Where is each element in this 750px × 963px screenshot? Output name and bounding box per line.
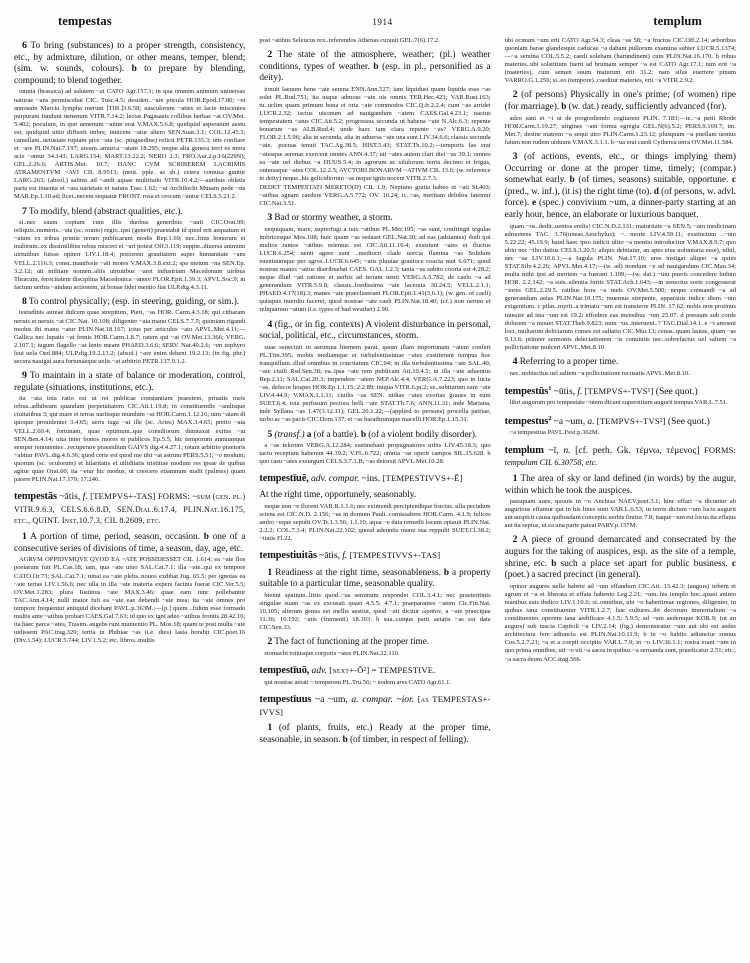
headword-gender: f. bbox=[342, 550, 348, 562]
citation-block: neque non ~e florent VAR.R.1.1.6; nec eximendi percipiendique fructus..ulla pecudum sciens est CIC.N.D. 2.156; ~as in domum Pauli..comissabere HOR.Carm. 4.1.9; felices ambo ~eque sepulti OV.Tr.1.3.56; 1.1.10; aqua ~e data remedii locum optauit PLIN.Nat. 2.2.2; COL.7.3.4; PLIN.Nat.22.102; quosd adeuntis manu sua reppulit SUET.Cl.38.2; ~itatis Fl.22. bbox=[259, 502, 491, 542]
subsense-text-b: such a place set apart for public business. bbox=[560, 558, 728, 569]
headword-grammar: adv. bbox=[311, 665, 328, 677]
subsense-letter: b bbox=[342, 734, 348, 745]
citation-block: ita ~ata tota ratio est ut rei publicae constantiam praestem, priuatis meis rebus..adhibeam quandam perpetuitatem CIC.Att.1.19.8; in constituendis ~andisque ciuitatibus 3; qui mare et terras uariisque mundum ~at HOR.Carm.1.12.16; uim ~atam di quoque prouidenter 3.4.65; ueris iuga ~at ille (sc. Aries) MAX.3.4.65; pretio ~ata VELL.2.60.4; fortunam, quae optimum..que consiliorum dumtaxat exitus ~at SEN.Ben.4.14; uita inter bonos mores et publicos Ep.5.5; hic temporum annuumque semper renuuentes ..recuperare praesidium GAIVS dig.4.4.27.1; totam arbitrio praetoris ~abitur PAVL.dig.4.6.36; quod certe est quod me tibi ~at astrum PERS.5.51; ~o modum; quorum (sc. oculorum) et hilaritatis et uiliditatis tristitiae modum res ipsae de quibus agitur quae Orat.60; ita ~etur hic modus, ut crescere etiamnum malit (palmes) quam parere PLIN.Nat.17.179; 17.246. bbox=[14, 395, 246, 483]
citation-block: ubi ocinum ~um erit CATO Agr.54.3; cleas ~as 58; ~a fructus CIC.Off.2.14; arboribus quoniam barae glandesque caducae ~a dabant pullorum examina subter LUCR.5.1374;—~a semina COL.5.5.2; caedi solebant (harundinem) cum PLIN.Nat.16.170. b robus materies..ubi solstitium fuerit ad brumam semper ~a est CATO Agr.17.1; tum erit ~a (materies), cum semen suum maturum erit 31.2; nam silus euertere pinum VARRO.G.1.256; si..eo (tempore)..caeditur materies, erit ~a VITR.2.9.2. bbox=[504, 37, 736, 85]
running-head-right: templum bbox=[653, 14, 702, 28]
citation-block: ~a tempestiua PAVL.Fest.p.362M. bbox=[509, 429, 600, 437]
sense-entry bbox=[505, 473, 736, 497]
sense-text: (of actions, events, etc., or things implying them) Occurring or done at the proper time, timely; (compar.) somewhat early. bbox=[504, 152, 736, 186]
sense-entry bbox=[259, 567, 490, 591]
subsense-letter: b bbox=[561, 102, 567, 113]
headword-stem: ~ūtis, bbox=[553, 385, 576, 397]
sense-number: 1 bbox=[267, 722, 273, 734]
subsense-text-e: (spec.) convivium ~um, a dinner-party starting at an early hour, hence, an elaborate or luxurious banquet. bbox=[504, 198, 736, 221]
sense-entry bbox=[505, 534, 736, 581]
headword-etymology: [TEMPVS+-TAS] bbox=[90, 491, 156, 502]
sense-text: To control physically; (esp. in steering, guiding, or sim.). bbox=[28, 296, 240, 307]
headword-etymology: [TEMPVS+-TVS¹] bbox=[584, 385, 654, 396]
citation-block: libri augurum pro tempestate ~utem dicunt superstitum augurii tempus VAR.L.7.51. bbox=[509, 399, 728, 407]
headword-entry-tempestus2 bbox=[505, 415, 736, 429]
column-3 bbox=[505, 36, 736, 952]
sense-text: (of plants, fruits, etc.) Ready at the proper time, seasonable, in season. bbox=[259, 723, 491, 745]
sense-number: 5 bbox=[267, 428, 273, 440]
sense-number: 2 bbox=[267, 49, 273, 61]
sense-text: (transf.) bbox=[274, 429, 305, 440]
headword-stem: ~ātis, bbox=[59, 491, 81, 503]
sense-number: 2 bbox=[267, 636, 273, 648]
subsense-text: to prepare by blending, compound; to blend together. bbox=[14, 64, 246, 86]
headword-etymology: [as TEMPESTAS+-IVVS] bbox=[259, 693, 491, 717]
headword-etymology: [TEMPESTIVVS+-Ē] bbox=[382, 473, 463, 484]
sense-number: 6 bbox=[22, 40, 27, 51]
headword-grammar: a. compar. ~ior. bbox=[351, 693, 415, 705]
headword-term: tempestīuē, bbox=[259, 473, 309, 485]
subsense-text-c: (pred., w. inf.), (it is) the right time (to). bbox=[504, 186, 652, 197]
subsense-text: one of a consecutive series of divisions of time, a season, day, age, etc. bbox=[14, 532, 246, 554]
citation-block: stomachi totiusque corporis ~ates PLIN.Nat.22.110. bbox=[264, 649, 400, 657]
sense-number: 8 bbox=[22, 295, 27, 307]
subsense-text-c: (poet.) a sacred precinct (in general). bbox=[504, 570, 641, 581]
columns-container bbox=[10, 36, 740, 952]
headword-superscript: 2 bbox=[548, 414, 552, 422]
subsense-letter-d: d bbox=[653, 186, 659, 197]
subsense-text-b: (of times, seasons) suitable, opportune. bbox=[578, 175, 729, 186]
citation-block: passquam aues, quouis in ~o Anchisa NAEV.poet.3.1; hinc effari ~a dicuntur ab augurious effamur qui in his lines sunt VAR.L.6.53; in terris dictum ~um locis augurii aut auspicii causa quibusdam conceptis uerbis finitus 7.8; itaque ~um est locus ita effatus aut ita septus, ut ea una parte pateat PARV.p.157M. bbox=[504, 498, 736, 530]
subsense-letter-c: c bbox=[731, 558, 736, 569]
column-2 bbox=[259, 36, 490, 952]
headword-entry-tempestas bbox=[14, 491, 245, 527]
headword-stem: ~a ~um, bbox=[553, 415, 586, 427]
sense-text: At the right time, opportunely, seasonably. bbox=[259, 490, 417, 501]
headword-term: tempestās bbox=[14, 491, 57, 503]
subsense-text: (w. dat.) ready, sufficiently advanced (for). bbox=[568, 102, 727, 113]
sense-number: 3 bbox=[267, 212, 273, 224]
forms-label: FORMS: bbox=[158, 492, 190, 502]
sense-entry bbox=[14, 40, 245, 87]
headword-gender: f. bbox=[577, 385, 583, 397]
headword-gender: n. bbox=[563, 444, 571, 456]
subsense-text-b: (of a violent bodily disorder). bbox=[368, 429, 478, 440]
subsense-letter-e: e bbox=[532, 198, 537, 209]
headword-term: tempestīuō, bbox=[259, 665, 310, 677]
sense-text: To bring (substances) to a proper strength, consistency, etc., by admixture, dilution, or other means, temper, blend; (sim. w. sounds, colours). bbox=[14, 41, 246, 75]
sense-number: 4 bbox=[267, 318, 273, 330]
sense-text: Readiness at the right time, seasonableness. bbox=[275, 567, 441, 578]
headword-superscript: 1 bbox=[548, 384, 552, 392]
sense-text: A piece of ground demarcated and consecrated by the augurs for the taking of auspices, esp. as the site of a temple, shrine, etc. bbox=[504, 535, 736, 569]
sense-number: 4 bbox=[512, 355, 518, 367]
citation-block: omnia (brassica) ad salutem ~at CATO Agr.157.1; in qua omnem animum uniuersae naturae ~ans permiscebat CIC. Tusc.4.5; desideri..~are pocula HOR.Epod.17.80; ~et annosum Marcia lympha merum [TIB.]3.6.58; uasculorum ~aties et lacte miscentes purpuram fundunt uenenum VITR.7.14.2; lectas Pagasaeis collibus herbas ~at OV.Met. 5.402; poculum, in quo uenenum ~atum erat V.MAX.5.6.8; quidquid asperatum aestu est, quidquid uitio diffuxit imbre, inuicem ~atur altero SEN.Suas.3.1; COL.12.45.3; camellam..uetustate ruptam pice ~ata (sc. pinguedine) reficit PETR.135.3; uns confiare et ~are PLIN.Nat.7.197; aream..amurca ~atam 18.295; neque alia genera terri es mera acie ~antur 34.143; LARG.154; MART.13.22.2; NERO 2.3; FRO.Aur.2.p.16(229N); GEL.2.26.6; ARTIS.Met. 10.7; HANC CVM SCRIBEREM LACRIMIS ATRAMENTVM ~AVI CIL 8.9513; (neut. pple. as sb.) cetera contusa guntur LARG.263; (absol.) salinis ad ~andi aquae multitudo VITR.10.4.2;—auribus obletis parta est inuenta et ~ata uarietate et natura Tusc.1.62; ~at Archilochi Musam pede ~na MAR.Ep.1.10.ad; licet..necem sequatur FRONT. rosa et crocum ~antur CELS.5.21.2. bbox=[14, 88, 246, 201]
sense-entry bbox=[259, 722, 490, 746]
subsense-letter: b bbox=[373, 61, 379, 72]
headword-gender: f. bbox=[82, 491, 88, 503]
subsense-letter-c: c bbox=[731, 175, 737, 186]
sense-text: To modify, blend (abstract qualities, etc.). bbox=[28, 206, 183, 217]
sense-entry bbox=[259, 636, 490, 649]
subsense-text: (esp. in pl., personified as a deity). bbox=[259, 61, 491, 84]
sense-number: 3 bbox=[512, 151, 518, 162]
headword-term: templum bbox=[504, 444, 544, 456]
sense-entry bbox=[259, 319, 490, 343]
citation-block: tonuit laeuum bene ~ate serena ENN.Ann.527; iam liquidust quam liquida esse ~as solet PL.Rud.751; ita usque admoss ~ate uis omnis TER.Hec.423; VAR.Rust.163; tu..uclim quam primum bona et orta ~ate commodos CIC.Q.fr.2.2.4; cum ~as arridet LUCR.2.32; isctus uisonum ad nauigandum ~atem CAES.Gal.4.23.1; nactus tempestatem ~atus CIC.Att.5.2; progressus secunda ut habena ~ate N.Alc.6.3; repente bonarum ~as ALB.Rud.4; unde haec tam clara repente ~as? VERG.A.9.20; FLOR.2.1.5.96; alia in secunda, alia in aduersa ~ate una sunt LIV.34.6.6; classis secunda ~ate. .pocnas tenuit TAC.Ag.38.5; HIST.5.43; STAT.Th.10.2;—temporis fas erat ~atesque serenas exercent omnes ANN.4.37; uti ~ates autem clari diei ~as 39.1; omnes ea ~ate uel diebus ~a HUUS.5.4; in agrorum ac silulorum terris decimo et frigus, outerasque ~ates COL.12.2.5; AVCTORI BONARVM ~ATIVM CIL 13.6; (w. reference to deity) neque..his gelicidiorum ~as neque ignis nocere VITR.2.7.3. bbox=[259, 85, 491, 182]
headword-stem: ~ius. bbox=[361, 473, 381, 485]
headword-etymology: [TEMPESTIVVS+-TAS] bbox=[349, 550, 441, 561]
citation-block: post ~atibus Seleucus rex..referendos Athenas curauit GEL.7(6).17.2. bbox=[259, 37, 440, 44]
headword-etymology: [TEMPVS+-TVS²] bbox=[596, 415, 666, 426]
headword-grammar: adv. compar. bbox=[310, 473, 360, 485]
headword-stem: ~a ~um, bbox=[314, 693, 348, 705]
subsense-letter: b bbox=[443, 567, 450, 578]
forms-list: ~sum (gen. pl.) VITR.9.6.3, CELS.6.6.8.D, SEN.Dial.6.17.4, PLIN.Nat.16.175, etc., QUINT. Inst.10.7.3, CIL 8.2609, etc. bbox=[14, 492, 246, 526]
sense-entry bbox=[14, 206, 245, 219]
citation-block: adeo sani et ~i ut de progrediendo cogitarent PLIN. 7.183;—te..~a petit Rhode HOR.Carm.3.19.27; uirgines ~am forma egregia GEL.N(6).5.2; PERS.9.169.7; im. Met.7; desine matrem ~a sequi uiro PLIN.Carm.1.23.12; plusquam ~a puellam uentus fatum non rudem uiduum V.MAX.3.1.1. b ~ua erat caedi Cytherea terra OV.Met.11.584. bbox=[504, 114, 736, 146]
citation-block: suae senectuti in aerumna hiemem parat, quom illam importunam ~atem confert PL.Trin.395; mobis inediamque et turbulentissimae ~ates exstiterunt tempus hoc tranquillum..illud omnibus in concitatum CIC.94; in illa turbulentissima ~ate SAL.40; ~ate ciuili Rsd.Sen.38; ea..ipsa ~ate rem publicam Att.10.4.5; in illa ~ate aduentus Rep.2.11; SAL.Cat.20.3; impendere ~atem NEP.Alc.4.4; VERG.A.7.223; quo in lucta ~as, defecor hospes HOR.Ep.1.1.15; 2.2.89; iniqua VITR.6.pr.2; se..subiturum eam ~ate LIV.4.44.9; V.MAX.1.1.11; ciuilis ~as SEN. uidiae ~ates exortae graues in eum SUET.6.4; tota perfusum pectora belli ~ate STAT.Th.7.6; ANN.11.31; inde Mariana, inde Syllana ~as 1.47(3.12.11); GEL.20.1.22;—(applied to persons) procella patriae, turbo ac ~as pacis CIC.Dom.137; et ~as barathrumque macelli HOR.Ep.1.15.31. bbox=[259, 343, 491, 424]
subsense-letter: b bbox=[203, 532, 209, 543]
headword-term: tempestūs bbox=[504, 385, 549, 397]
sense-text: The area of sky or land defined (in words) by the augur, within which he took the auspices. bbox=[504, 473, 736, 496]
sense-number: 1 bbox=[267, 566, 273, 578]
sense-number: 7 bbox=[22, 205, 27, 217]
sense-entry bbox=[14, 370, 245, 394]
citation-block: qui nostrae aetati ~ temperent PL.Tru.56; ~ eodem ares CATO Agr.61.1. bbox=[264, 678, 452, 686]
running-head-left: tempestas bbox=[58, 14, 112, 28]
headword-note: (See quot.) bbox=[655, 385, 698, 397]
subsense-text: a property suitable to a particular time, seasonable quality. bbox=[259, 567, 491, 590]
headword-grammar: a. bbox=[587, 415, 595, 427]
sense-entry bbox=[505, 151, 736, 222]
headword-term: tempestus bbox=[504, 415, 549, 427]
citation-block: nequiquam, mare, supterfugi a tuis ~atibus PL.Mer.195; ~as sunt, confringit tegulas imbricesque Mos.108; huic quam ~as sedaset GEL.Nat.30; ad eas (adstantes) dodi qui multos ramos ~atibus reientus est CIC.Att.11.16.4; exsistunt ~ates et fluctus LUCR.6.254; uenti agere sunt ..mediocri clade uorcia flamina ~as Solidum euentuumque per agros..LUCR.6.645; ~atis pluuiae grauioce coacta mut 6.671; quod nostrae manes ~atius distribuebat CAES. GAL.1.2.3; tanta ~as subito coorta est 4.28.2; neque illud ~ati ratione et uerbis ad terram uenti VERG.A.5.782; de caelo ~a ad generandum VITR.5.9.8; classis..foedissima ~ate lacerata 30.24.5; VELL.2.1.1; PHAED.4.17(18).3; manes ~ate praecluserant FLOR.Epit.1.41(3,6.1); (w. gen. of caeli) quisquis interdiu faceret, quod nostrae ~ate caeli PLIN.Nat.18.40; (cf.) non uerum et reliquarum ~atum (i.e. types of bad weather) 2.90. bbox=[259, 225, 491, 314]
sense-entry bbox=[259, 49, 490, 85]
citation-block: nec..nobiscitus uel saltem ~a pollicitatione recusatis APVL.Met.8.10. bbox=[509, 369, 690, 377]
sense-text: A portion of time, period, season, occasion. bbox=[30, 532, 201, 543]
sense-number: 9 bbox=[22, 370, 27, 381]
citation-block: testudinis aureae dulcem quae strepitum, Pieri, ~as HOR. Carm.4.3.18; qui citharam neruis et neruis ~at CIC.Nat. 10.108; diligenter ~ata manu CELS.7.7.5; quoniam rigandi modus ibi manu ~atur PLIN.Nat.18.167; ictus per articulos ~ato APVL.Met.4.11;—Gallica nec lupatis ~at frenis HOR.Carm.1.8.7; ratem qui ~at OV.Met.13.366; VERG. 2.107.1; iugum flagello ~at lento meam PHAED.3.6.6; SERV. Nat.40.2.6; ~en zephyro leui uela Oed.884; ULP.dig.19.2.13.2; (absol.) ~are enim debent 19.2.13; (in fig. phr.) secura nauigat aura fortunaeque uelis ~at arbitrio PETR.137.9.1.2. bbox=[14, 309, 246, 365]
forms-list: tempulum CIL 6.30758, etc. bbox=[504, 458, 598, 468]
citation-block-b: DEDET TEMPESTATI MERETO(D) CIL 1.9; Neptuno gratia habeo et ~ati Si.403; ~atibus agnam caedere VERG.A.5.772; OV. 10.24; ic..~as, meritam delubra fatemur CIC.Nat.3.51. bbox=[259, 183, 491, 207]
sense-text: The state of the atmosphere, weather; (pl.) weather conditions, types of weather. bbox=[259, 50, 491, 72]
sense-entry bbox=[505, 356, 736, 369]
sense-entry bbox=[14, 531, 245, 555]
headword-entry-tempestiuo bbox=[259, 665, 490, 678]
headword-entry-tempestus1 bbox=[505, 385, 736, 399]
citation-block: quam ~os..dedit..uentos erelis! CIC.N.D.2.131; maturitate ~a SEN.5; ~am medicinam admonens TAC. 3.76(uneas.Aeschylus); ~. morte LIV.4.59.11; exstinctum ..~um 5.22.22; 45.19.9; haud haec ipso iudicii ultio ~a mentio introducitur V.MAX.8.9.7; quo ubio nec ~ibo datius CELS.3.20.5; aliquo debitatur, an apes eius uoluntaria esse), nihil, nec ~as LIV.10.6.1;—a Iugula PLIN. Nat.17.10; ures instigat aliquo ~a quies STAT.Silv.4.2.26; APVL.Met.4.17;—(w. ad) nondum ~e ad nauigandum CIC.Man.34; multa mihi ipsi ad mortem ~a fuerant 1.109;—(w. dat.) ~um pueris concedere ludum HOR. 2.2.142; ~a suis..silentia furtis STAT.Ach.1.643;—in senectus sorte congesserat ~iores GEL.2.29.5. ratibus hora ~a meis OV.Met.5.500; neque cremandi ~a ad generandum aetas PLIN.Nat.10.175; muemus strepente, apparatus indice diem ~um exigentium. c pilas..myrii..a trimatu ~um est transierre PLIN. 17.62; nobis non protinus transire ad ista ~um est 19.2; effodere eas mensibus ~um 25.07. d pressum sub corde dolorem ~a mouet STAT.Theb.9.823; num ~us..interueni..? TAC.Dial.14.1. e ~i amoeni loci, multarum deliciarum comes est saltatio CIC.Mur.13; cenas..quam lautas, quam ~as 9.13.6; ptimier sermonis delectationem ~is conuiuiis nec..sobrefactus uel saltem ~a pollicitatione mulceri APVL.Met.8.10. bbox=[504, 222, 736, 351]
subsense-letter-b: b bbox=[360, 429, 367, 440]
subsense-text-a: (of a battle). bbox=[313, 429, 359, 440]
sense-number: 2 bbox=[512, 534, 518, 546]
sense-entry bbox=[259, 490, 490, 502]
sense-number: 2 bbox=[512, 89, 518, 101]
sense-text: (of persons) Physically in one's prime; (of women) ripe (for marriage). bbox=[504, 90, 736, 113]
citation-block: a ~as telorum VERG.A.12.284; sustinebant propugnatores urbis LIV.45.18.3; quo tactu receptum haberent 44.39.2; V.FL.6.722; omnia ~as operit campos SIL.15.628. b quo casu ~ates exsurgunt CELS.3.7.1.B; ~as detorsit APVL.Met.10.28. bbox=[259, 442, 491, 466]
headword-etymology: [next+-Ō²] = TEMPESTIVE. bbox=[329, 665, 436, 676]
subsense-letter-b: b bbox=[551, 558, 557, 569]
headword-entry-tempestiue bbox=[259, 473, 490, 486]
sense-number: 1 bbox=[512, 472, 518, 484]
headword-etymology: [cf. perh. Gk. τέμνω, τέμενος] bbox=[575, 444, 700, 456]
subsense-letter: b bbox=[131, 64, 137, 75]
sense-entry bbox=[259, 212, 490, 225]
citation-block: AGRVM OPPIDVMQVE QVOD EA ~ATE POSSIDESSET CIL 1.614; ea ~ate flos poetarum fuit PL.Cas.18; iam, qua ~ate uiuo SAL.Cat.7.1; illa ~ate..qui ex tempore CATO.Or.73; SAL.Cat.7.1; ninai ea ~ate plebs..nouos exdibat Jug. 65.5; per ignotas ea ~ate terras LIV.1.56.6; nec ulla in illa ~ate materia expers facinis fuerat CIC.Ver.5.5; OV.Met.1.283; plura Iustinus ~ate MAX.3.46; quae eam tunc pollebantur TAC.Ann.4.14; nulli maior fuit ea ~ate eae debendi ~ate mea; ita ~ate omnes pro tempore frequentur antiquid dicebant PAVL.p.363M.;—[p.] quem ..fidum esse formado multis ante ~atibus probari CAES.Gal.7.63; id quo ex igni adeo ~atibus frontis 28.42.16; ita haec parca ~ates, Trasim. augebs runt munientio PL. Mos.18; quam te post multa ~ate uidissem PAC.trag.329; tertia in Phthiae ~as (i.e. dies) lasta horabit CIC.poet.16 (Div.1.54); LUCR.5.744; LIV.1.5.2; etc. libros..multis bbox=[14, 556, 246, 645]
headword-stem: ~ī, bbox=[548, 444, 559, 456]
sense-number: 1 bbox=[22, 531, 27, 543]
headword-stem: ~ātis, bbox=[319, 550, 341, 562]
sense-entry bbox=[259, 429, 490, 442]
headword-term: tempestīuus bbox=[259, 693, 312, 705]
headword-entry-tempestiuitas bbox=[259, 550, 490, 563]
subsense-text: (of timber, in respect of felling). bbox=[349, 734, 469, 745]
sense-text: To maintain in a state of balance or moderation, control, regulate (situations, institutions, etc.). bbox=[14, 371, 246, 393]
page-number: 1914 bbox=[372, 17, 393, 27]
citation-block: opinor augures uelle habere ad ~um effandum CIC.Att. 13.42.3; (augurs) urbem et agrum et ~a et liberata et effata habento Leg.2.21; ~um..his templo hoc..quasi animo manibus suis dedico LIV.1.10.6; si..omnibus, ubi ~o habertimae regiones, diligenter, in quibus tana constituuntur VITR.1.2.7; hae cultures..ibi decorum immortalium ~a constituentes operum tana aedificare 4.1.5; 5.9.5; ad ~um aedemque KOR.9; (ut an augurs) sub tuscia Capitoli ~a LIV.2.14; (fig.) demonstratur ~um aut ubi est aedes architectura fere adiuncta est PLIN.Nat.10.11.9; b in ~o habito adiunctur sumus Cos.5.2.7.21; ~a et a coepit occipito VAR.L.7.9; in ~o LIV.36.1.1; rostra erant ~um in quo prima omnibus, uti ~o uti ~a sacra in quibus ~a seruanda sunt, praedicatur 2.51; etc.; ~a sacra deum ACC.trag.566. bbox=[504, 582, 736, 663]
headword-entry-templum bbox=[505, 445, 736, 469]
running-head bbox=[10, 14, 740, 30]
subsense-letter-b: b bbox=[569, 175, 575, 186]
column-1 bbox=[14, 36, 245, 952]
sense-entry bbox=[505, 89, 736, 113]
sense-text: Bad or stormy weather, a storm. bbox=[274, 213, 393, 224]
forms-label: FORMS: bbox=[704, 445, 737, 455]
headword-note: (See quot.) bbox=[667, 415, 710, 427]
subsense-text-d: (of persons, w. advl. force). bbox=[504, 186, 737, 209]
sense-text: Referring to a proper time. bbox=[519, 356, 619, 367]
sense-text: (fig., or in fig. contexts) A violent disturbance in personal, social, political, etc., circumstances, storm. bbox=[259, 319, 491, 342]
sense-entry bbox=[14, 296, 245, 309]
citation-block: si..nec suam copiam cum illis duobus generibus ~auit CIC.Orat.99; reliquis..numeris..~ata (sc. oratio) regio..ipsi (generi) praestabit id quod erit aequatum et ~atum ex tribus primis rerum publicarum modis Rep.1.69; nec..finis bonorum et malorum..ex dissimilibus rebus misceri et ~ari potest Off.3.119; suppte..diuersa animum uirtutibus fuisse opinor LIV.1.18.4; potiorem grauitatem super humanitate ~ans VELL.2.116.3; const..manifeste ~ati mores V.MAX.3.8.ext.2; spe metum ~na SEN.Ep. 3.2.12; uti militare nomen..aliis uirtutibus ~aret industriam Macedonum uiribus Thracum, ferocitatem disciplina Macedonica ~anere FLOR.Epit.1.39.3; APVL.Soc.9; in factum uerbis ~andam actionem, ut bonae fidei mentio fiat ULP.dig.4.3.11. bbox=[14, 219, 246, 291]
headword-term: tempestiuitās bbox=[259, 550, 317, 562]
citation-block: bienni spatium..litris quod..~as seminum respondet COL.3.4.1; nec praeteritinis singulae suam ~as ex excusati quaei 4.5.5; 4.7.1; praeparantes ~atem Cic.Fin.Nat. 10.105; alterum genus est mellis aestiui, quod ~ati dicitur ὡραῖον, a ~ate praecipua 11.36; 16.192; ~atis (frumenti) 18.303. b sua..cuique parti aetatis ~as est data CIC.Sen.33. bbox=[259, 591, 491, 632]
subsense-letter-a: a bbox=[306, 429, 312, 440]
headword-entry-tempestiuus bbox=[259, 694, 490, 718]
sense-text: The fact of functioning at the proper time. bbox=[274, 637, 430, 648]
